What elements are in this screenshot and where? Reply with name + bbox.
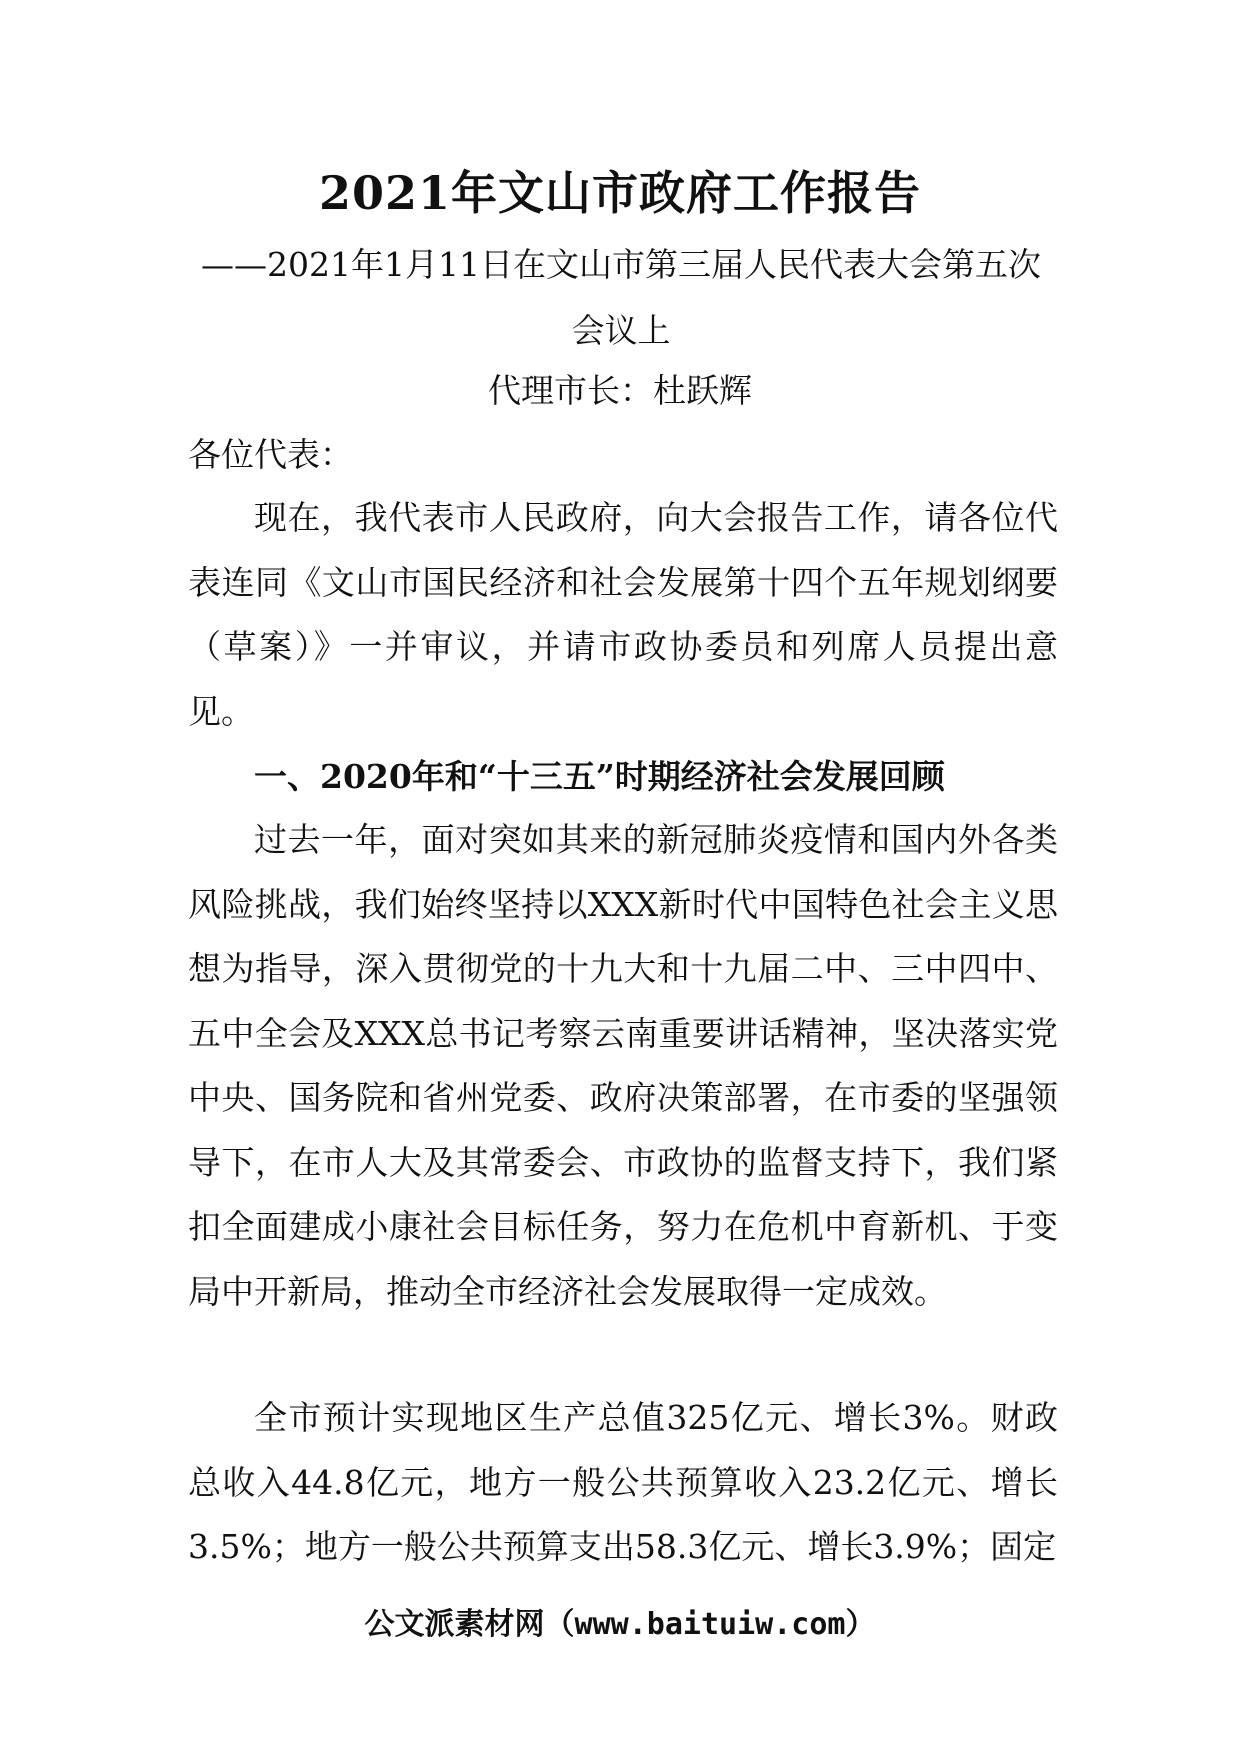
paragraph-economy: 全市预计实现地区生产总值325亿元、增长3%。财政总收入44.8亿元，地方一般公共预算收入23.2亿元、增长3.5%；地方一般公共预算支出58.3亿元、增长3.9%；固定: [188, 1398, 1058, 1566]
section-heading: 一、2020年和“十三五”时期经济社会发展回顾: [254, 757, 945, 796]
document-title: 2021年文山市政府工作报告: [318, 166, 922, 220]
footer-watermark: 公文派素材网（www.baituiw.com）: [364, 1607, 876, 1642]
paragraph-review: 过去一年，面对突如其来的新冠肺炎疫情和国内外各类风险挑战，我们始终坚持以XXX新时代中国特色社会主义思想为指导，深入贯彻党的十九大和十九届二中、三中四中、五中全会及XXX总书记考察云南重要讲话精神，坚决落实党中央、国务院和省州党委、政府决策部署，在市委的坚强领导下，在市人大及其常委会、市政协的监督支持下，我们紧扣全面建成小康社会目标任务，努力在危机中育新机、于变局中开新局，推动全市经济社会发展取得一定成效。: [188, 820, 1058, 1311]
paragraph-intro: 现在，我代表市人民政府，向大会报告工作，请各位代表连同《文山市国民经济和社会发展第十四个五年规划纲要（草案）》一并审议，并请市政协委员和列席人员提出意见。: [188, 498, 1058, 731]
document-subtitle: ——2021年1月11日在文山市第三届人民代表大会第五次会议上: [201, 245, 1041, 350]
document-author: 代理市长：杜跃辉: [488, 371, 752, 410]
salutation: 各位代表：: [188, 435, 353, 474]
